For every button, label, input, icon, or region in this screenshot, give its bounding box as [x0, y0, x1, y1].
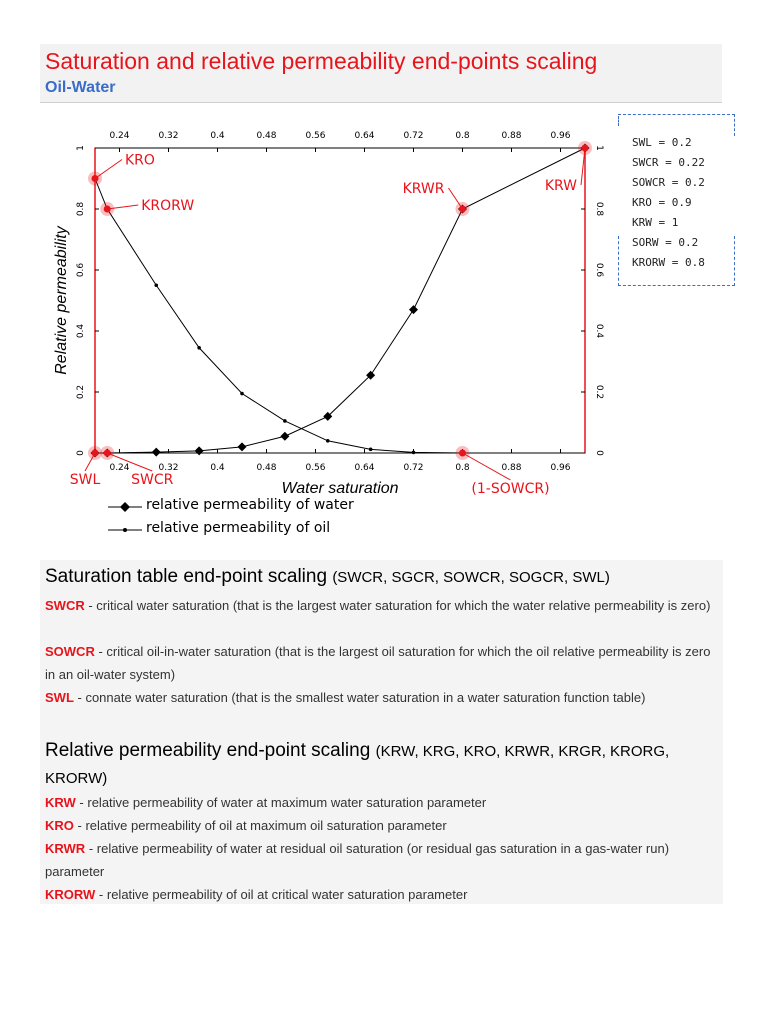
oil-data-point [412, 451, 416, 455]
relperm-heading [45, 738, 715, 792]
def-term: KRO [45, 818, 74, 833]
def-text: - critical oil-in-water saturation (that is the largest oil saturation for which the oil relative permeability is zero in an oil-water system) [45, 644, 711, 682]
page-header [40, 44, 722, 103]
x-tick-label-top: 0.96 [550, 131, 571, 141]
def-text: - connate water saturation (that is the smallest water saturation in a water saturation function table) [73, 690, 646, 705]
y-tick-label-right: 0.4 [594, 323, 604, 339]
param-krorw: KRORW = 0.8 [632, 256, 705, 269]
def-term: SOWCR [45, 644, 95, 659]
relperm-chart [40, 108, 610, 500]
dot-marker-icon [108, 523, 142, 537]
x-tick-label: 0.96 [550, 463, 571, 473]
y-tick-label: 0.4 [76, 323, 86, 339]
def-swcr [45, 594, 715, 617]
param-swl: SWL = 0.2 [632, 136, 692, 149]
annotation-leader [449, 188, 463, 209]
def-term: KRW [45, 795, 76, 810]
annotation-label: SWCR [131, 472, 174, 488]
def-term: KRORW [45, 887, 96, 902]
x-tick-label-top: 0.4 [210, 131, 225, 141]
saturation-heading-text: Saturation table end-point scaling [45, 566, 328, 587]
oil-data-point [283, 419, 287, 423]
parameter-box [618, 114, 735, 286]
oil-data-point [326, 439, 330, 443]
water-data-point [152, 448, 161, 457]
def-text: - relative permeability of water at maximum water saturation parameter [75, 795, 487, 810]
water-data-point [238, 442, 247, 451]
def-krwr [45, 837, 715, 883]
oil-relperm-line [95, 179, 463, 454]
x-tick-label-top: 0.72 [403, 131, 424, 141]
plot-frame [95, 148, 585, 453]
x-axis-title: Water saturation [281, 480, 399, 497]
param-sowcr: SOWCR = 0.2 [632, 176, 705, 189]
x-tick-label-top: 0.8 [455, 131, 470, 141]
y-tick-label-right: 1 [594, 145, 604, 151]
def-krw [45, 791, 715, 814]
oil-data-point [154, 283, 158, 287]
annotation-label: SWL [69, 472, 101, 488]
diamond-marker-icon [108, 500, 142, 514]
def-text: - relative permeability of oil at critical water saturation parameter [95, 887, 468, 902]
def-swl [45, 686, 715, 709]
def-krorw [45, 883, 715, 906]
saturation-heading-keywords: (SWCR, SGCR, SOWCR, SOGCR, SWL) [332, 569, 610, 586]
oil-data-point [369, 448, 373, 452]
annotation-label: KRWR [402, 181, 445, 197]
y-axis-title: Relative permeability [53, 226, 70, 375]
def-term: KRWR [45, 841, 86, 856]
x-tick-label: 0.4 [210, 463, 225, 473]
annotation-label: (1-SOWCR) [471, 481, 550, 497]
param-kro: KRO = 0.9 [632, 196, 692, 209]
x-tick-label-top: 0.24 [109, 131, 130, 141]
y-tick-label: 0 [76, 450, 86, 456]
def-text: - relative permeability of water at residual oil saturation (or residual gas saturation in a gas-water run) parameter [45, 841, 670, 879]
page-subtitle: Oil-Water [45, 79, 116, 96]
x-tick-label: 0.32 [158, 463, 179, 473]
def-sowcr [45, 640, 715, 686]
y-tick-label-right: 0.6 [594, 262, 604, 278]
x-tick-label-top: 0.88 [501, 131, 522, 141]
page-title: Saturation and relative permeability end-points scaling [45, 48, 598, 74]
definitions-panel [40, 560, 723, 904]
def-term: SWCR [45, 598, 85, 613]
x-tick-label: 0.8 [455, 463, 470, 473]
y-tick-label: 0.8 [76, 201, 86, 217]
x-tick-label-top: 0.48 [256, 131, 277, 141]
water-data-point [409, 305, 418, 314]
water-data-point [280, 432, 289, 441]
annotation-leader [95, 160, 122, 179]
x-tick-label: 0.64 [354, 463, 375, 473]
legend-label-water: relative permeability of water [146, 497, 354, 513]
def-text: - relative permeability of oil at maximum oil saturation parameter [73, 818, 447, 833]
oil-data-point [240, 392, 244, 396]
relperm-heading-text: Relative permeability end-point scaling [45, 740, 371, 761]
x-tick-label: 0.48 [256, 463, 277, 473]
annotation-label: KRO [125, 152, 155, 169]
param-swcr: SWCR = 0.22 [632, 156, 705, 169]
x-tick-label-top: 0.56 [305, 131, 326, 141]
def-text: - critical water saturation (that is the largest water saturation for which the water relative permeability is zero) [84, 598, 711, 613]
def-term: SWL [45, 690, 74, 705]
x-tick-label-top: 0.64 [354, 131, 375, 141]
annotation-label: KRW [544, 178, 577, 194]
water-relperm-line [95, 148, 585, 453]
param-krw: KRW = 1 [632, 216, 679, 229]
param-sorw: SORW = 0.2 [632, 236, 699, 249]
water-data-point [195, 446, 204, 455]
x-tick-label: 0.88 [501, 463, 522, 473]
def-kro [45, 814, 715, 837]
x-tick-label: 0.56 [305, 463, 326, 473]
annotation-label: KRORW [141, 198, 195, 214]
x-tick-label: 0.24 [109, 463, 130, 473]
y-tick-label: 0.6 [76, 262, 86, 278]
y-tick-label-right: 0 [594, 450, 604, 456]
x-tick-label: 0.72 [403, 463, 424, 473]
y-tick-label: 1 [76, 145, 86, 151]
y-tick-label-right: 0.8 [594, 201, 604, 217]
saturation-heading [45, 566, 610, 588]
y-tick-label-right: 0.2 [594, 384, 604, 400]
legend-label-oil: relative permeability of oil [146, 520, 331, 536]
x-tick-label-top: 0.32 [158, 131, 179, 141]
relperm-heading-keywords: (KRW, KRG, KRO, KRWR, KRGR, KRORG, KRORW) [45, 743, 670, 787]
oil-data-point [197, 346, 201, 350]
y-tick-label: 0.2 [76, 384, 86, 400]
